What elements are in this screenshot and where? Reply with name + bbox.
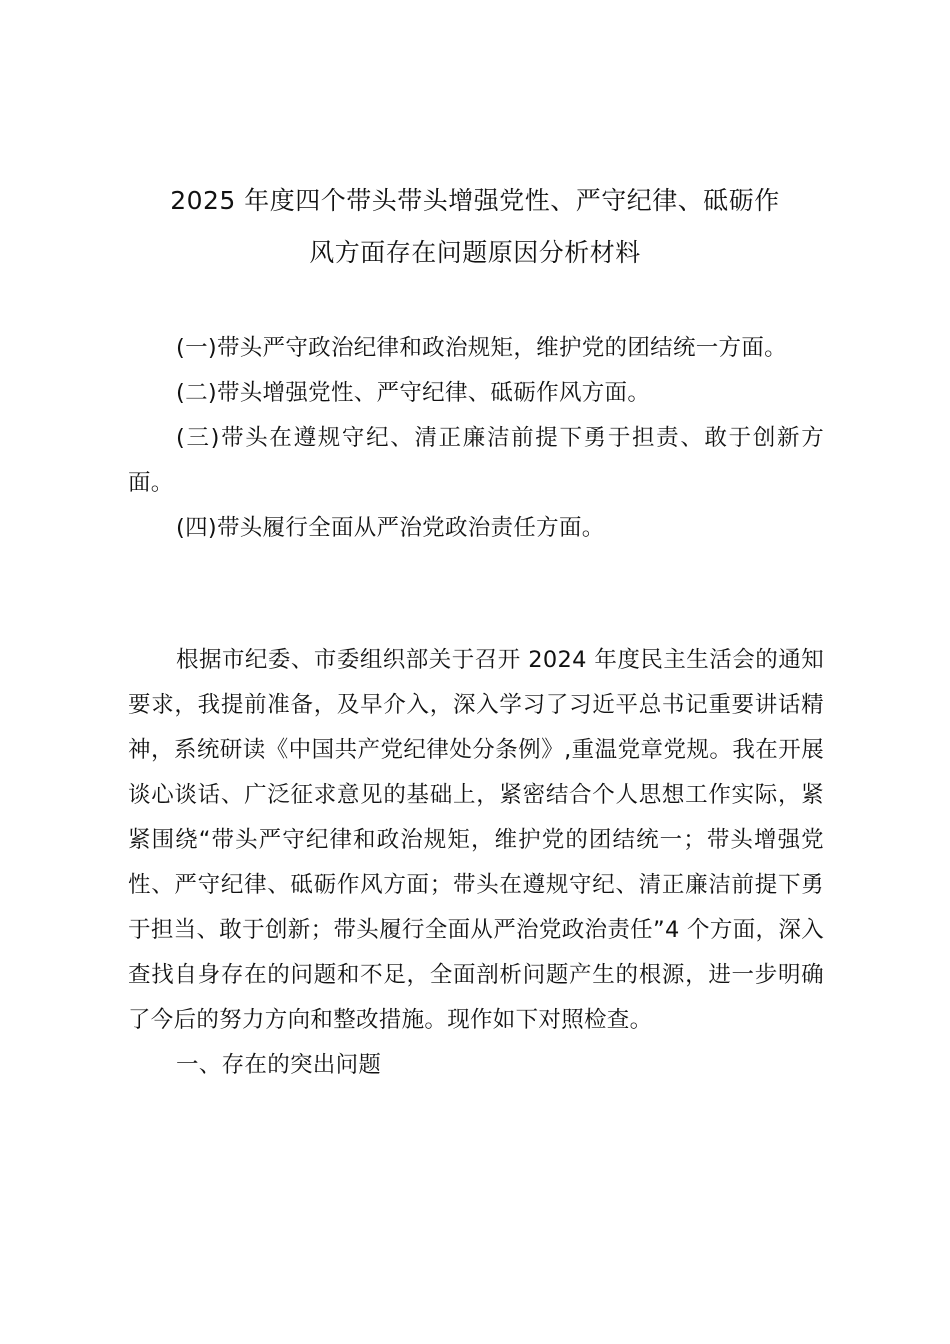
section-heading: 一、存在的突出问题: [176, 1052, 382, 1078]
outline-item-3: (三)带头在遵规守纪、清正廉洁前提下勇于担责、敢于创新方面。: [128, 425, 824, 496]
intro-paragraph: 根据市纪委、市委组织部关于召开 2024 年度民主生活会的通知要求，我提前准备，及早介入，深入学习了习近平总书记重要讲话精神，系统研读《中国共产党纪律处分条例》,重温党章党规。我在开展谈心谈话、广泛征求意见的基础上，紧密结合个人思想工作实际，紧紧围绕“带头严守纪律和政治规矩，维护党的团结统一；带头增强党性、严守纪律、砥砺作风方面；带头在遵规守纪、清正廉洁前提下勇于担当、敢于创新；带头履行全面从严治党政治责任”4 个方面，深入查找自身存在的问题和不足，全面剖析问题产生的根源，进一步明确了今后的努力方向和整改措施。现作如下对照检查。: [128, 647, 824, 1033]
document-title: [128, 175, 822, 279]
title-line-1: 2025 年度四个带头带头增强党性、严守纪律、砥砺作: [170, 186, 780, 215]
title-line-2: 风方面存在问题原因分析材料: [309, 238, 641, 267]
outline-list: [128, 326, 824, 551]
document-body: [128, 638, 824, 1088]
outline-item-2: (二)带头增强党性、严守纪律、砥砺作风方面。: [176, 380, 651, 406]
outline-item-1: (一)带头严守政治纪律和政治规矩，维护党的团结统一方面。: [176, 335, 787, 361]
outline-item-4: (四)带头履行全面从严治党政治责任方面。: [176, 515, 605, 541]
